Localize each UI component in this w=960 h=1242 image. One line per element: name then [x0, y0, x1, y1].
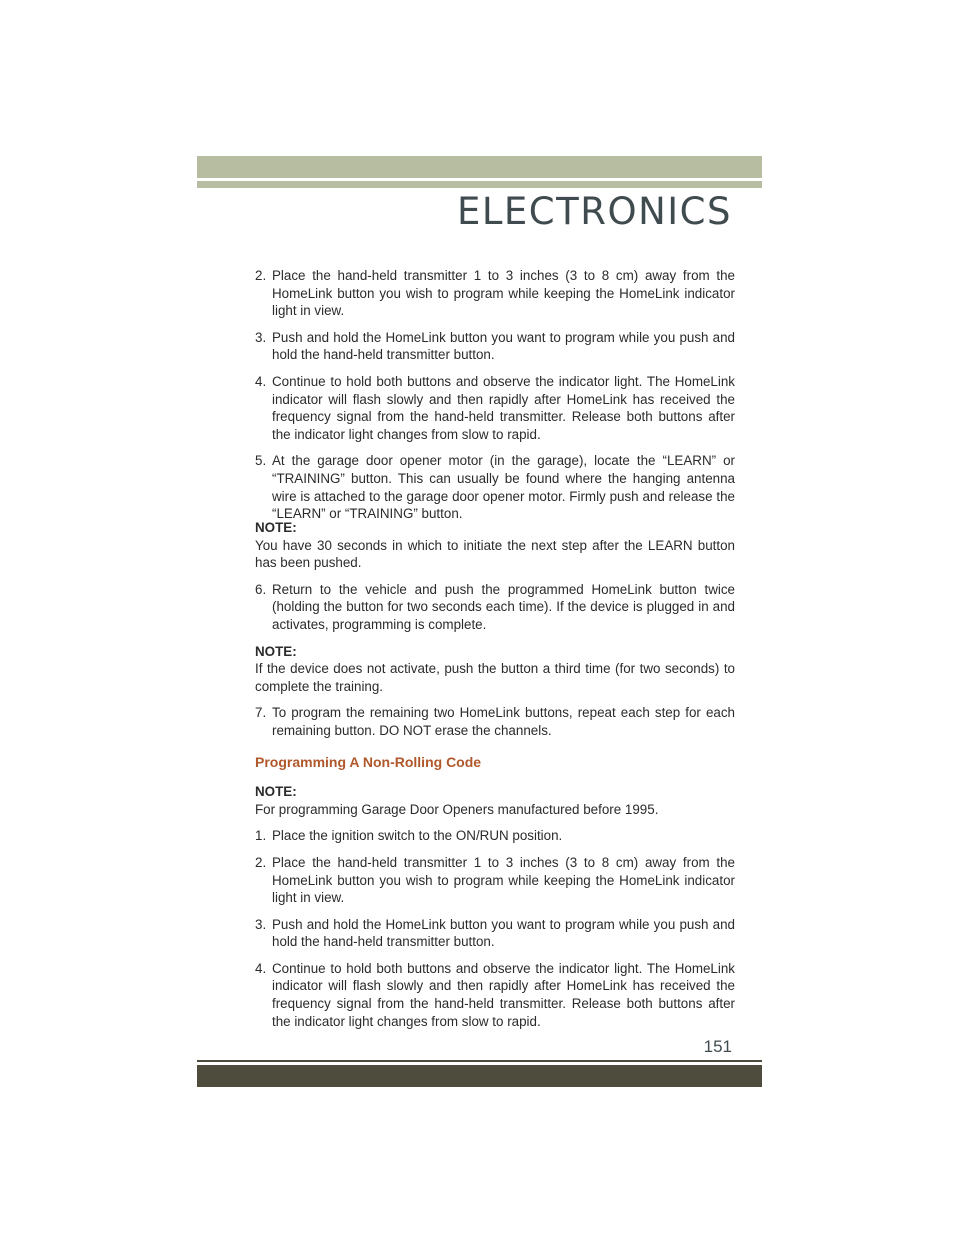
step-text: Place the hand-held transmitter 1 to 3 inches (3 to 8 cm) away from the HomeLink button you wish to program while keeping the HomeLink indicator light in view.: [272, 268, 735, 319]
step-number: 4.: [255, 373, 267, 389]
note-label: NOTE:: [255, 784, 297, 800]
step-text: At the garage door opener motor (in the garage), locate the “LEARN” or “TRAINING” button. This can usually be found where the hanging antenna wire is attached to the garage door opener motor. Firmly push and release the “LEARN” or “TRAINING” button.: [272, 453, 735, 522]
footer-band: [197, 1065, 762, 1087]
step-number: 3.: [255, 916, 267, 932]
step-text: Continue to hold both buttons and observe the indicator light. The HomeLink indicator will flash slowly and then rapidly after HomeLink has received the frequency signal from the hand-held transmitter. Release both buttons after the indicator light changes from slow to rapid.: [272, 960, 735, 1029]
list-item: [255, 827, 735, 845]
list-item: [255, 581, 735, 634]
section-title: ELECTRONICS: [456, 190, 732, 233]
header-stripe: [197, 181, 762, 188]
step-text: To program the remaining two HomeLink buttons, repeat each step for each remaining button. DO NOT erase the channels.: [272, 705, 735, 738]
footer-line: [197, 1060, 762, 1062]
list-item: [255, 960, 735, 1030]
step-number: 5.: [255, 453, 267, 469]
note-text: You have 30 seconds in which to initiate the next step after the LEARN button has been pushed.: [255, 537, 735, 571]
step-number: 1.: [255, 828, 267, 844]
step-text: Push and hold the HomeLink button you want to program while you push and hold the hand-held transmitter button.: [272, 916, 735, 950]
subheading: Programming A Non-Rolling Code: [255, 753, 482, 770]
step-number: 7.: [255, 705, 267, 721]
step-text: Return to the vehicle and push the programmed HomeLink button twice (holding the button for two seconds each time). If the device is plugged in and activates, programming is complete.: [272, 581, 735, 632]
list-item: [255, 854, 735, 907]
list-item: [255, 267, 735, 320]
list-item: [255, 373, 735, 443]
list-item: [255, 916, 735, 951]
note-label: NOTE:: [255, 643, 297, 659]
step-text: Push and hold the HomeLink button you want to program while you push and hold the hand-held transmitter button.: [272, 329, 735, 363]
step-number: 4.: [255, 960, 267, 976]
step-text: Place the hand-held transmitter 1 to 3 inches (3 to 8 cm) away from the HomeLink button you wish to program while keeping the HomeLink indicator light in view.: [272, 854, 735, 906]
note-label: NOTE:: [255, 520, 297, 535]
step-text: Continue to hold both buttons and observe the indicator light. The HomeLink indicator will flash slowly and then rapidly after HomeLink has received the frequency signal from the hand-held transmitter. Release both buttons after the indicator light changes from slow to rapid.: [272, 373, 735, 442]
list-item: [255, 329, 735, 364]
step-number: 6.: [255, 581, 267, 597]
step-number: 2.: [255, 854, 267, 870]
note-text: If the device does not activate, push the button a third time (for two seconds) to complete the training.: [255, 661, 735, 694]
step-text: Place the ignition switch to the ON/RUN position.: [272, 828, 563, 844]
header-band: [197, 156, 762, 178]
list-item: [255, 704, 735, 739]
step-number: 3.: [255, 329, 267, 345]
step-number: 2.: [255, 268, 267, 283]
page-content: [255, 267, 735, 532]
note-text: For programming Garage Door Openers manufactured before 1995.: [255, 801, 659, 817]
page-number: 151: [703, 1037, 732, 1056]
list-item: [255, 452, 735, 522]
page-content-continued: [255, 517, 735, 1039]
